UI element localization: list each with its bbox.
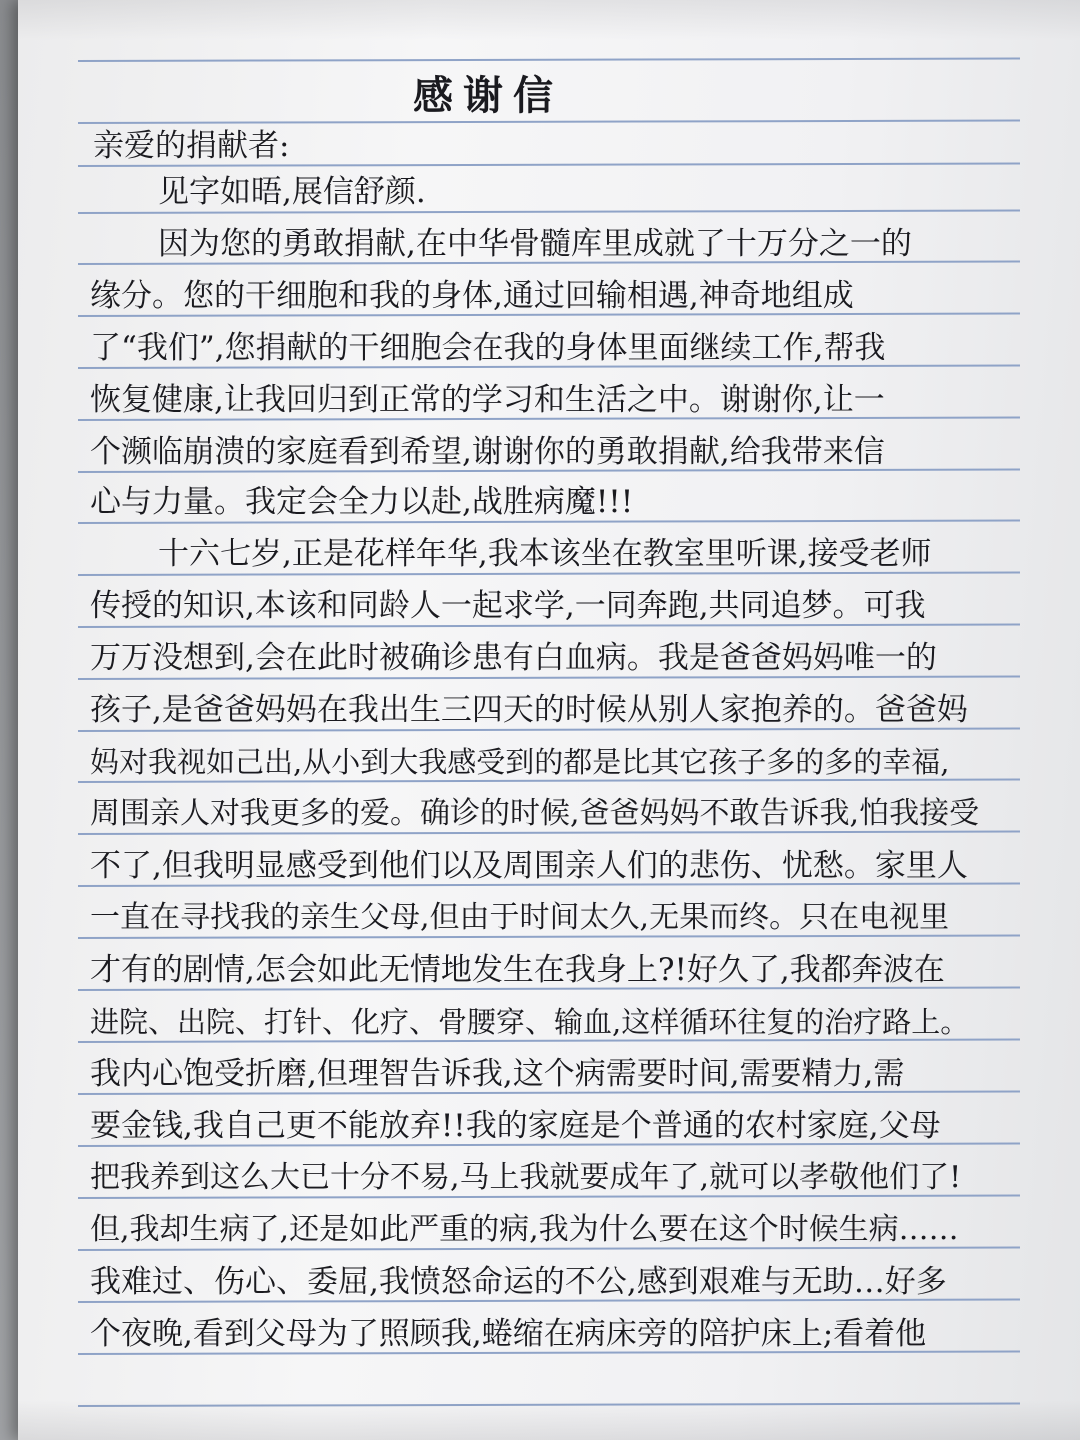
letter-line: 一直在寻找我的亲生父母,但由于时间太久,无果而终。只在电视里 [90, 900, 950, 935]
letter-line: 把我养到这么大已十分不易,马上我就要成年了,就可以孝敬他们了! [90, 1160, 962, 1195]
ruled-line [78, 58, 1020, 62]
letter-line: 周围亲人对我更多的爱。确诊的时候,爸爸妈妈不敢告诉我,怕我接受 [90, 796, 980, 831]
letter-line: 因为您的勇敢捐献,在中华骨髓库里成就了十万分之一的 [158, 226, 912, 262]
letter-line: 传授的知识,本该和同龄人一起求学,一同奔跑,共同追梦。可我 [90, 588, 926, 624]
letter-line: 孩子,是爸爸妈妈在我出生三四天的时候从别人家抱养的。爸爸妈 [90, 692, 968, 728]
paper-shadow-top [18, 0, 1080, 40]
letter-paper [18, 0, 1080, 1440]
letter-line: 心与力量。我定会全力以赴,战胜病魔!!! [90, 484, 634, 520]
letter-line: 进院、出院、打针、化疗、骨腰穿、输血,这样循环往复的治疗路上。 [90, 1005, 970, 1039]
letter-line: 万万没想到,会在此时被确诊患有白血病。我是爸爸妈妈唯一的 [90, 640, 937, 676]
letter-line: 个夜晚,看到父母为了照顾我,蜷缩在病床旁的陪护床上;看着他 [90, 1316, 927, 1352]
letter-line: 恢复健康,让我回归到正常的学习和生活之中。谢谢你,让一 [90, 382, 885, 418]
letter-line: 妈对我视如己出,从小到大我感受到的都是比其它孩子多的多的幸福, [90, 745, 950, 779]
letter-title: 感谢信 [413, 72, 563, 119]
salutation: 亲爱的捐献者: [93, 128, 290, 164]
letter-line: 才有的剧情,怎会如此无情地发生在我身上?!好久了,我都奔波在 [90, 952, 945, 988]
letter-line: 我难过、伤心、委屈,我愤怒命运的不公,感到艰难与无助…好多 [90, 1264, 947, 1300]
letter-line: 要金钱,我自己更不能放弃!!我的家庭是个普通的农村家庭,父母 [90, 1108, 941, 1144]
letter-line: 我内心饱受折磨,但理智告诉我,这个病需要时间,需要精力,需 [90, 1056, 905, 1092]
paper-shadow-bottom [18, 1400, 1080, 1440]
letter-line: 十六七岁,正是花样年华,我本该坐在教室里听课,接受老师 [158, 536, 932, 572]
letter-line: 不了,但我明显感受到他们以及周围亲人们的悲伤、忧愁。家里人 [90, 848, 968, 884]
letter-line: 个濒临崩溃的家庭看到希望,谢谢你的勇敢捐献,给我带来信 [90, 434, 885, 470]
letter-line: 但,我却生病了,还是如此严重的病,我为什么要在这个时候生病…… [90, 1212, 959, 1247]
letter-line: 了“我们”,您捐献的干细胞会在我的身体里面继续工作,帮我 [90, 330, 886, 366]
letter-line: 缘分。您的干细胞和我的身体,通过回输相遇,神奇地组成 [90, 278, 854, 314]
opening-line: 见字如晤,展信舒颜. [158, 174, 426, 210]
